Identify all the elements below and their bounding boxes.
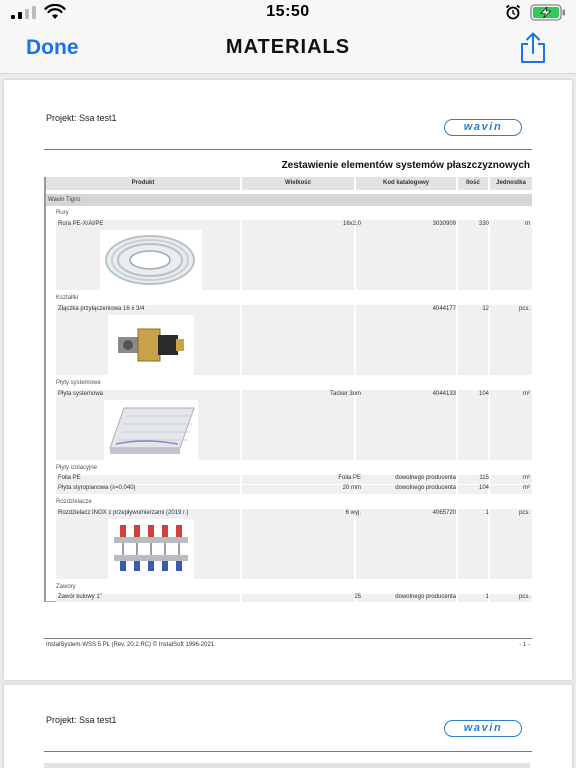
page-footer: InstalSystem-WSS 5 PL (Rev. 20.2.RC) © InstalSoft 1996-2021 [46,642,215,648]
system-panel-image [104,400,198,460]
project-label: Projekt: Ssa test1 [46,715,117,725]
product-code: 4044133 [432,391,456,397]
product-code: 4065720 [432,510,456,516]
product-quantity: 115 [479,475,489,481]
divider [44,751,532,752]
product-name: Rura PE-X/Al/PE [58,221,104,227]
battery-charging-icon [530,4,566,21]
project-label: Projekt: Ssa test1 [46,113,117,123]
product-name: Zawór kulowy 1" [58,594,102,600]
product-quantity: 104 [478,485,489,491]
materials-table [44,177,530,602]
table-row [56,509,532,579]
product-unit: pcs. [518,306,530,312]
product-code: 4044177 [432,306,456,312]
product-name: Płyta styropianowa (λ=0,040) [58,485,136,491]
document-title: Zestawienie elementów systemów płaszczyznowych [281,160,530,171]
table-row [56,485,532,494]
alarm-icon [505,4,521,20]
product-size: 16x2,0 [342,221,361,227]
pdf-viewer[interactable] [0,75,576,768]
category-label: Zawory [56,584,76,590]
product-size: 20 mm [342,485,361,491]
product-size: 6 wyj. [345,510,361,516]
product-size: Tacker 3om [329,391,361,397]
clock: 15:50 [266,3,310,20]
product-code: 3030909 [432,221,456,227]
manifold-image [108,519,194,579]
product-name: Rozdzielacz INOX z przepływomierzami (2019 r.) [58,510,189,516]
connector-fitting-image [108,315,194,375]
product-unit: m [525,221,530,227]
product-unit: m² [523,475,530,481]
table-header [46,177,532,190]
table-row [56,390,532,460]
wavin-logo: wavin [444,119,522,136]
divider [44,638,532,639]
product-code: dowolnego producenta [395,594,456,600]
product-quantity: 104 [478,391,489,397]
product-quantity: 330 [478,221,489,227]
page-title: MATERIALS [225,36,351,58]
pdf-page-1 [4,80,572,680]
share-icon[interactable] [518,32,548,64]
category-label: Płyty systemowe [56,380,101,386]
product-name: Folia PE [58,475,81,481]
page-number: - 1 - [519,642,530,648]
pdf-page-2 [4,685,572,768]
product-name: Płyta systemowa [58,391,104,397]
group-header: Wavin Tigris [46,194,532,206]
done-button[interactable]: Done [26,36,79,59]
product-quantity: 12 [482,306,489,312]
wavin-logo: wavin [444,720,522,737]
product-unit: pcs. [518,510,530,516]
product-name: Złączka przyłączeniowa 16 x 3/4 [58,306,145,312]
table-row [56,594,532,602]
pipe-coil-image [100,230,202,290]
table-row [56,305,532,375]
product-size: Folia PE [338,475,361,481]
column-header-jednostka: Jednostka [490,177,532,190]
category-label: Rury [56,210,69,216]
product-unit: m² [523,485,530,491]
column-header-ilosc: Ilość [458,177,488,190]
product-unit: pcs. [518,594,530,600]
column-header-produkt: Produkt [46,177,240,190]
table-header [44,763,530,768]
product-code: dowolnego producenta [395,485,456,491]
table-row [56,220,532,290]
product-size: 25 [354,594,361,600]
product-unit: m² [523,391,530,397]
status-bar [0,0,576,26]
table-row [56,475,532,484]
product-code: dowolnego producenta [395,475,456,481]
navigation-bar [0,26,576,74]
product-quantity: 1 [485,510,489,516]
column-header-kod: Kod katalogowy [356,177,456,190]
divider [44,149,532,150]
category-label: Rozdzielacze [56,499,92,505]
product-quantity: 1 [485,594,489,600]
category-label: Kształtki [56,295,79,301]
category-label: Płyty izolacyjne [56,465,98,471]
column-header-wielkosc: Wielkość [242,177,354,190]
